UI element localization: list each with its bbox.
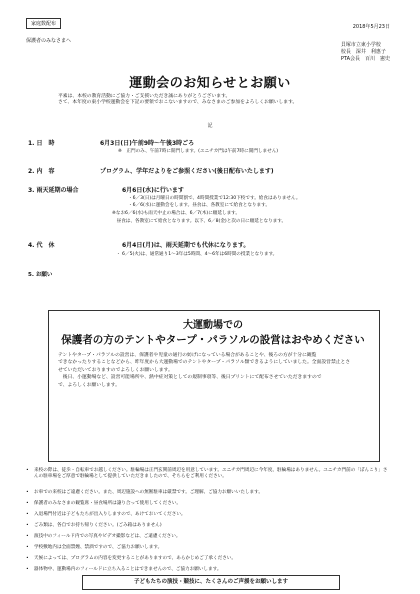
request-box-line: で、よろしくお願いします。 — [58, 382, 120, 388]
note-text: 来校の際は、徒歩・自転車でお越しください。駐輪場は正門玄関前周辺を用意しています。ユニチカ門周辺に今年度、駐輪場はありません。ユニチカ門前の「ぽんこり」さんの駐車場をご厚意で駐輪場として提供していただきましたので、そちらをご利用ください。 — [34, 468, 388, 480]
bullet-icon: • — [26, 556, 29, 561]
section-2-label: 2. 内 容 — [28, 168, 55, 175]
note-item — [26, 534, 392, 540]
request-box-heading-1: 大運動場での — [183, 320, 243, 331]
request-box-line: 後日、小運動場など、設営可能場所や、熱中症対策としての規制事項等、後日プリントにて配布させていただきますので — [58, 375, 322, 381]
recipient-line: 保護者のみなさまへ — [26, 38, 72, 44]
section-3-note: ・6／3(日)は月曜日の時間割で、4時間授業で12:30下校です。給食はありません。 — [128, 196, 301, 201]
section-3-note: ※なお6／6(水)も雨天中止の場合は、6／7(木)に順延します。 — [112, 211, 240, 216]
bullet-icon: • — [26, 523, 29, 528]
section-4-body: 6月4日(月)は、雨天延期でも代休になります。 — [122, 242, 250, 249]
section-3-note: ・6／6(水)に運動会をします。昼食は、各教室にて給食となります。 — [128, 203, 270, 208]
note-item — [26, 501, 392, 507]
intro-line: さて、本年度の東小学校運動会を下記の要領でおこないますので、みなさまのご参加をよろしくお願いします。 — [58, 100, 298, 106]
intro-line: 平素は、本校の教育活動にご協力・ご支援いただき誠にありがとうございます。 — [58, 94, 231, 99]
request-box-line: せていただいておりますのでよろしくお願いします。 — [58, 367, 173, 373]
note-item — [26, 468, 392, 480]
issue-date: 2018年5月23日 — [352, 24, 390, 30]
sender-school: 貝塚市立東小学校 — [340, 42, 381, 48]
sender-block — [341, 42, 390, 62]
bullet-icon: • — [26, 534, 29, 539]
page-title: 運動会のお知らせとお願い — [129, 76, 291, 91]
note-text: 入退場門付近は子どもたちが出入りしますので、あけておいてください。 — [34, 512, 186, 517]
bullet-icon: • — [26, 512, 29, 517]
sender-pta: PTA会長 百川 憲史 — [340, 55, 390, 62]
note-text: お車での来校はご遠慮ください。また、周辺施設への無断駐車は厳禁です。ご理解、ご協力お願いいたします。 — [34, 490, 263, 495]
intro-text — [58, 94, 388, 107]
section-1-note: ※ 正門のみ、午前7時に開門します。(ユニチカ門は午前7時に開門しません) — [118, 149, 279, 154]
note-item — [26, 567, 392, 573]
section-3-body: 6月6日(水)に行います — [122, 187, 184, 194]
section-2-body: プログラム、学年だよりをご参照ください(後日配布いたします) — [100, 168, 274, 175]
closing-message: 子どもたちの演技・競技に、たくさんのご声援をお願いします — [82, 575, 340, 590]
bullet-icon: • — [26, 468, 29, 473]
sender-principal: 校長 深井 利惠子 — [340, 48, 386, 55]
section-5-label: 5. お願い — [28, 272, 53, 278]
request-box-paragraph — [58, 352, 372, 389]
bullet-icon: • — [26, 490, 29, 495]
note-item — [26, 512, 392, 518]
note-text: 保護者のみなさまの観覧席・昼食場所は譲り合って使用してください。 — [34, 501, 182, 506]
bullet-icon: • — [26, 501, 29, 506]
section-4-label: 4. 代 休 — [28, 242, 55, 249]
note-text: 器体物中、運動場内のフィールドに立ち入ることはできませんので、ご協力お願いします。 — [34, 567, 222, 572]
request-box-line: できなかったりすることなどから、昨年度から大運動場でのテントやタープ・パラソル類できるようにしていました。全面設営禁止とさ — [58, 360, 351, 366]
section-1-body: 6月3日(日)午前9時〜午後3時ごろ — [100, 140, 195, 147]
note-item — [26, 545, 392, 551]
note-item — [26, 490, 392, 496]
section-4-note: ・ 6／5(火)は、通常通り1〜3年は5時間、4〜6年は6時間の授業となります。 — [116, 252, 278, 257]
bullet-icon: • — [26, 567, 29, 572]
distribution-tag: 家庭数配布 — [26, 18, 61, 29]
note-item — [26, 523, 392, 529]
bullet-icon: • — [26, 545, 29, 550]
note-text: 学校敷地内は全面禁煙、禁酒ですので、ご協力お願いします。 — [34, 545, 163, 550]
note-item — [26, 556, 392, 562]
section-1-label: 1. 日 時 — [28, 140, 55, 147]
section-3-note: 昼食は、各教室にて給食となります。以下、6／8(金)と次の日に順延となります。 — [112, 219, 287, 224]
request-box-heading-2: 保護者の方のテントやタープ・パラソルの設営はおやめください — [61, 334, 365, 346]
note-text: ごみ類は、各自でお持ち帰りください。(ごみ箱はありません) — [34, 523, 162, 528]
note-text: 天候によっては、プログラムの内容を変更することがありますので、あらかじめご了承ください。 — [34, 556, 236, 561]
request-box-line: テントやタープ・パラソルの設営は、保護者や児童の通行の妨げになっている場合があることや、後ろの方が十分に観覧 — [58, 353, 317, 358]
section-3-label: 3. 雨天延期の場合 — [28, 187, 79, 194]
ki-marker: 記 — [207, 123, 213, 129]
note-text: 演技中のフィールド内での写真やビデオ撮影などは、ご遠慮ください。 — [34, 534, 181, 539]
